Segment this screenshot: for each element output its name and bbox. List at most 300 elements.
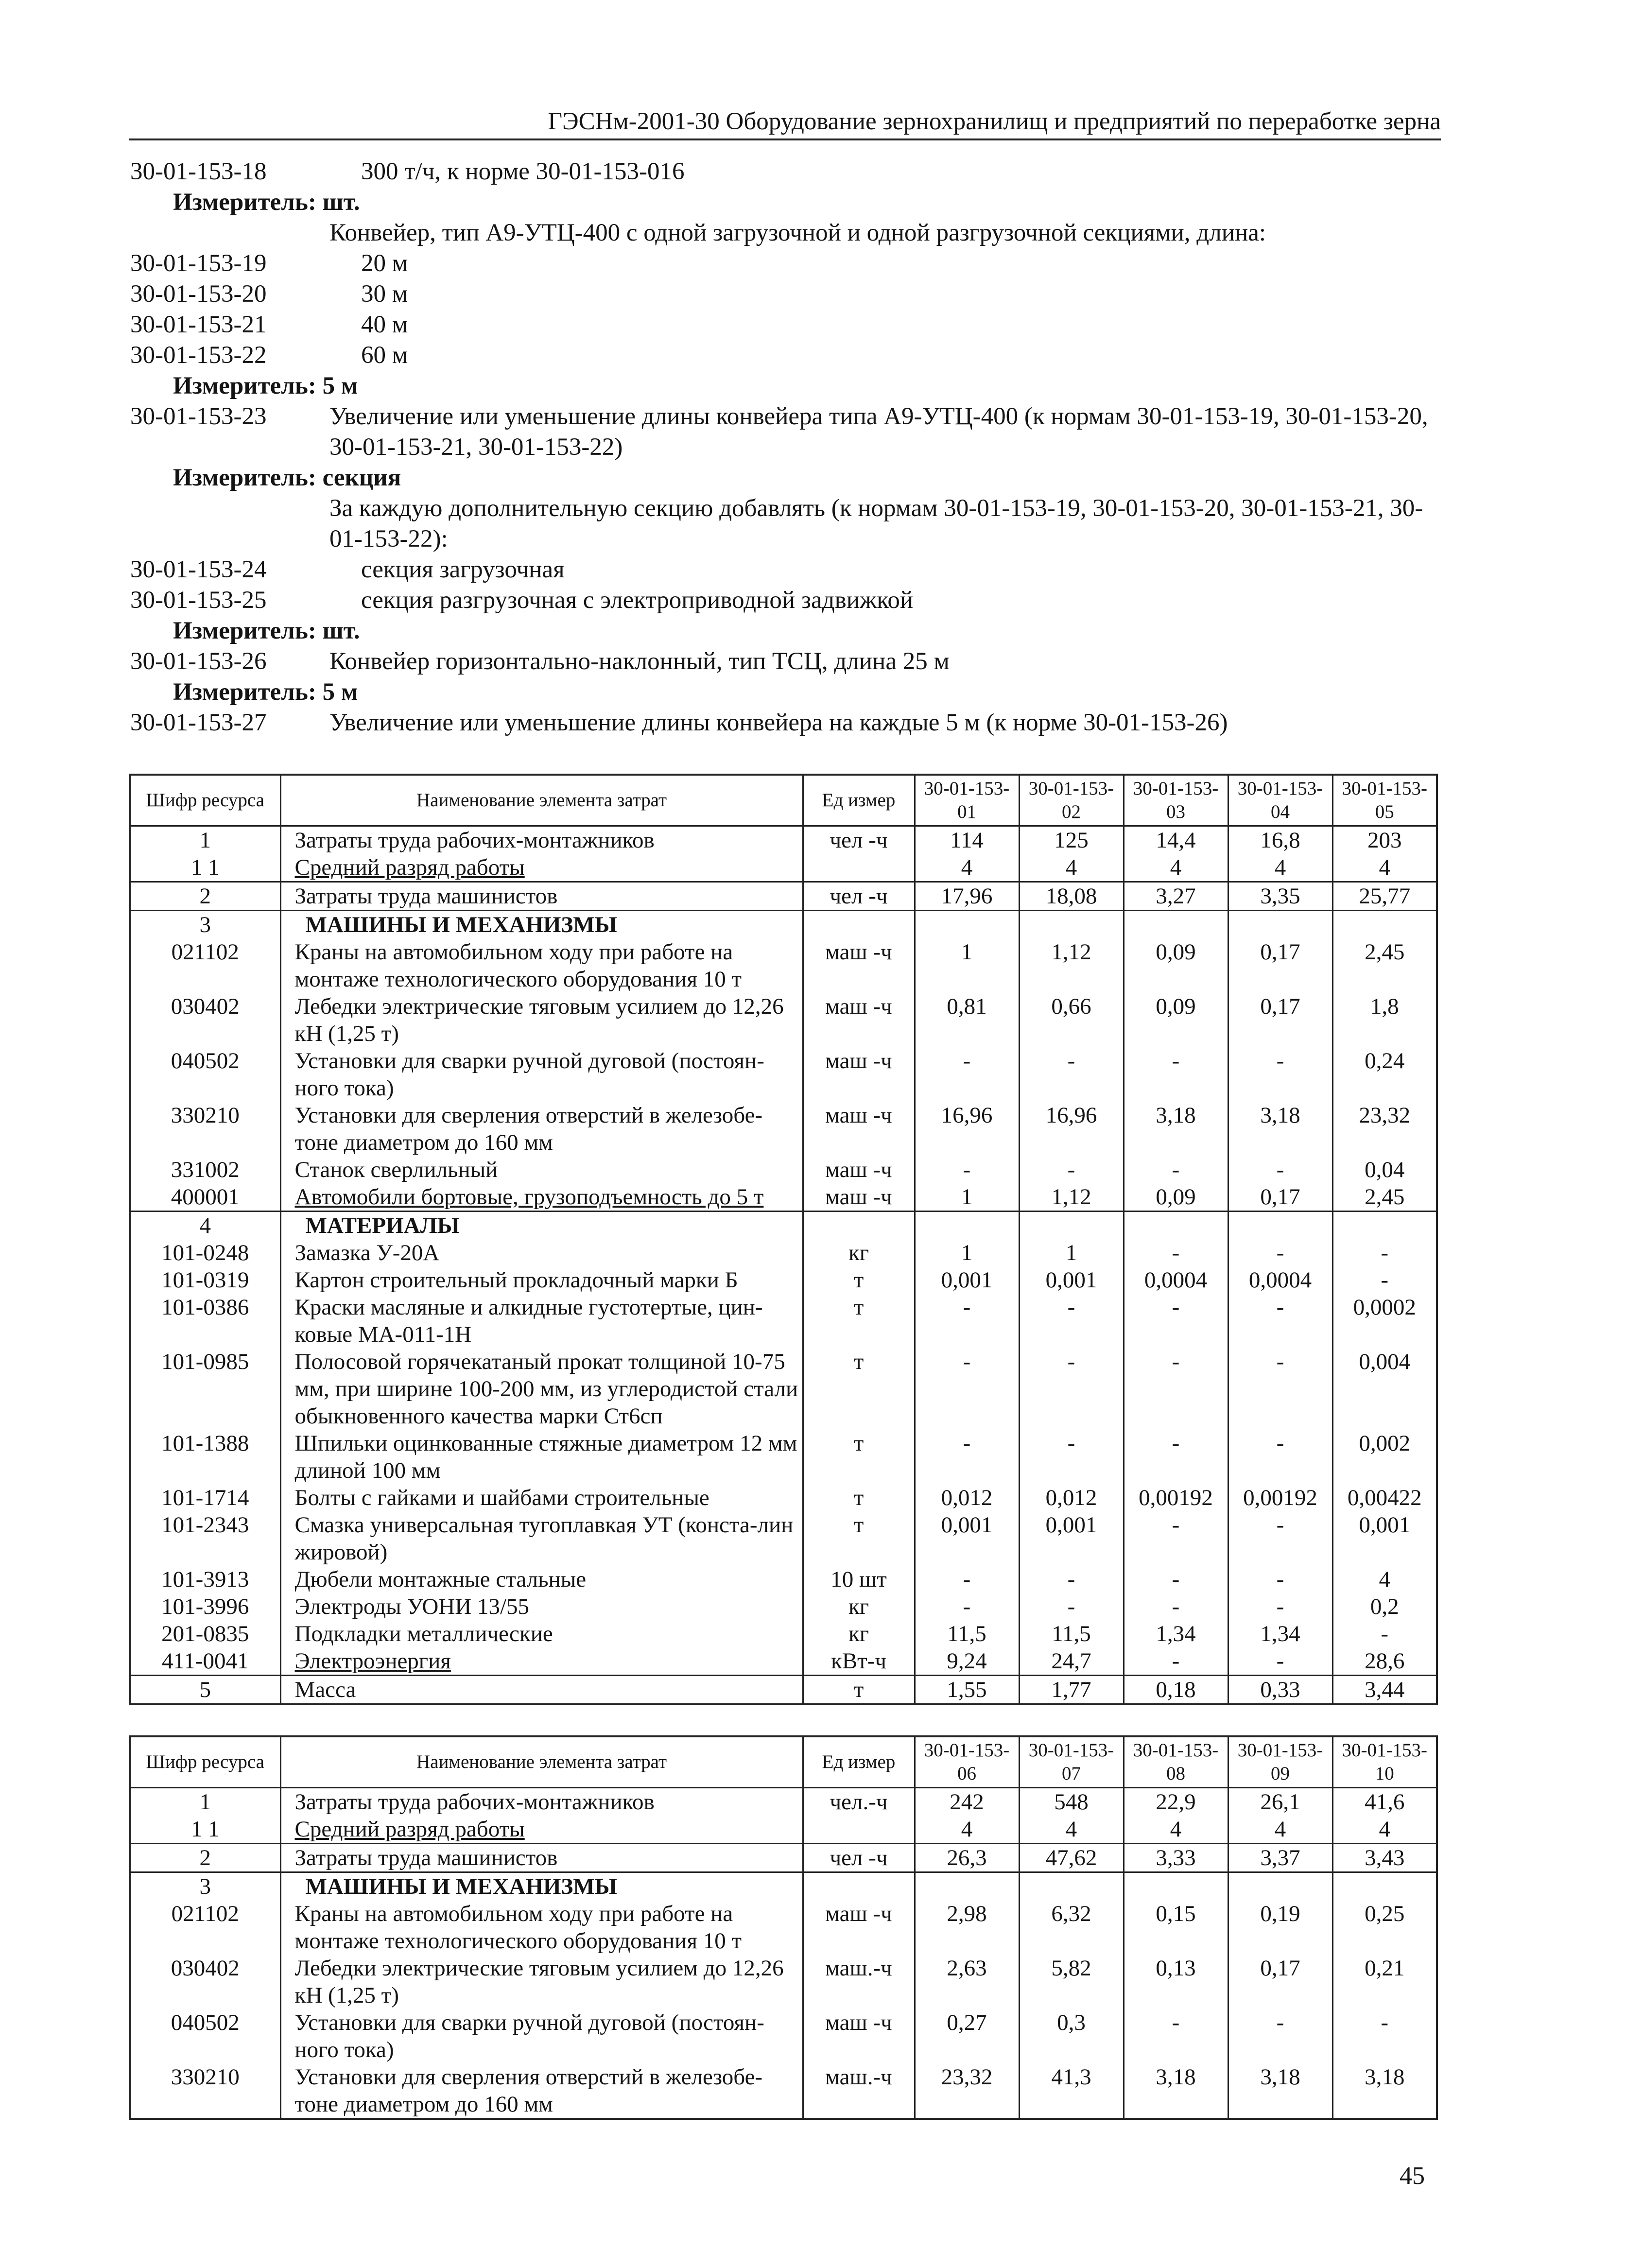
unit-cell: чел -ч [803, 826, 915, 854]
value-cell: 3,44 [1332, 1676, 1437, 1705]
col-header-name: Наименование элемента затрат [280, 1736, 803, 1788]
norm-text: Конвейер горизонтально-наклонный, тип ТСЦ, длина 25 м [329, 648, 950, 675]
value-cell [1228, 1872, 1332, 1901]
norm-text: секция загрузочная [361, 556, 565, 583]
resource-name-cell: Дюбели монтажные стальные [280, 1566, 803, 1593]
value-cell: 0,001 [915, 1266, 1019, 1294]
value-cell: 0,17 [1228, 938, 1332, 993]
value-cell: - [1019, 1566, 1124, 1593]
value-cell: - [1124, 1511, 1228, 1566]
unit-cell: т [803, 1511, 915, 1566]
col-header-norm: 30-01-153-06 [915, 1736, 1019, 1788]
table-row [130, 1239, 1437, 1266]
resource-code-cell: 021102 [130, 938, 280, 993]
unit-cell: маш -ч [803, 1900, 915, 1955]
norm-text: 300 т/ч, к норме 30-01-153-016 [361, 158, 685, 185]
value-cell: 0,2 [1332, 1593, 1437, 1620]
value-cell: - [1228, 1239, 1332, 1266]
resource-name-cell: Установки для сверления отверстий в железобе-тоне диаметром до 160 мм [280, 1102, 803, 1156]
unit-cell [803, 1872, 915, 1901]
unit-cell: маш -ч [803, 1047, 915, 1102]
value-cell: 4 [1019, 1816, 1124, 1844]
value-cell: 1,55 [915, 1676, 1019, 1705]
value-cell: 3,18 [1228, 2063, 1332, 2119]
value-cell: - [1332, 1266, 1437, 1294]
value-cell: 16,8 [1228, 826, 1332, 854]
value-cell: 0,3 [1019, 2009, 1124, 2063]
table-row [130, 1593, 1437, 1620]
value-cell: - [915, 1156, 1019, 1183]
unit-cell: т [803, 1430, 915, 1484]
norm-text: Увеличение или уменьшение длины конвейера на каждые 5 м (к норме 30-01-153-26) [329, 709, 1228, 736]
value-cell: 0,09 [1124, 1183, 1228, 1212]
resource-name-cell: Подкладки металлические [280, 1620, 803, 1647]
unit-cell [803, 1816, 915, 1844]
col-header-norm: 30-01-153-08 [1124, 1736, 1228, 1788]
value-cell: 0,18 [1124, 1676, 1228, 1705]
norm-code: 30-01-153-22 [130, 342, 267, 369]
norm-line [130, 279, 1442, 310]
resource-name-cell: Краны на автомобильном ходу при работе на монтаже технологического оборудования 10 т [280, 1900, 803, 1955]
value-cell [1019, 911, 1124, 939]
value-cell: - [1019, 1430, 1124, 1484]
value-cell: 0,004 [1332, 1348, 1437, 1430]
unit-cell: т [803, 1676, 915, 1705]
table-row [130, 1484, 1437, 1511]
norm-code: 30-01-153-23 [130, 403, 267, 430]
header-title: ГЭСНм-2001-30 Оборудование зернохранилищ и предприятий по переработке зерна [548, 108, 1441, 135]
resource-code-cell: 400001 [130, 1183, 280, 1212]
resource-code-cell: 1 1 [130, 854, 280, 882]
value-cell: 1,34 [1124, 1620, 1228, 1647]
col-header-norm: 30-01-153-02 [1019, 775, 1124, 826]
value-cell: 0,001 [1332, 1511, 1437, 1566]
resource-code-cell: 2 [130, 1844, 280, 1872]
value-cell [1124, 1872, 1228, 1901]
value-cell: 17,96 [915, 882, 1019, 911]
unit-cell: маш.-ч [803, 2063, 915, 2119]
resource-name-cell: Полосовой горячекатаный прокат толщиной 10-75 мм, при ширине 100-200 мм, из углеродистой стали обыкновенного качества марки Ст6сп [280, 1348, 803, 1430]
value-cell: 0,17 [1228, 1955, 1332, 2009]
value-cell: 0,00192 [1228, 1484, 1332, 1511]
unit-cell: маш.-ч [803, 1955, 915, 2009]
value-cell: - [1332, 2009, 1437, 2063]
resource-code-cell: 101-0319 [130, 1266, 280, 1294]
value-cell: - [1228, 1647, 1332, 1676]
table-row [130, 911, 1437, 939]
value-cell: 4 [1228, 854, 1332, 882]
resource-table-2 [129, 1735, 1438, 2120]
resource-name-cell [280, 1816, 803, 1844]
col-header-norm: 30-01-153-09 [1228, 1736, 1332, 1788]
value-cell: 1,77 [1019, 1676, 1124, 1705]
resource-name-cell-text: Автомобили бортовые, грузоподъемность до 5 т [294, 1184, 764, 1210]
value-cell: 0,17 [1228, 993, 1332, 1047]
value-cell: - [1124, 1348, 1228, 1430]
resource-name-cell: Установки для сварки ручной дуговой (постоян-ного тока) [280, 2009, 803, 2063]
resource-name-cell: Смазка универсальная тугоплавкая УТ (конста-лин жировой) [280, 1511, 803, 1566]
resource-code-cell: 1 1 [130, 1816, 280, 1844]
table-row [130, 1266, 1437, 1294]
norm-code: 30-01-153-24 [130, 556, 267, 583]
value-cell: - [915, 1566, 1019, 1593]
unit-cell: т [803, 1294, 915, 1348]
resource-code-cell: 330210 [130, 2063, 280, 2119]
resource-name-cell: Лебедки электрические тяговым усилием до 12,26 кН (1,25 т) [280, 1955, 803, 2009]
value-cell: 0,27 [915, 2009, 1019, 2063]
unit-cell: кг [803, 1620, 915, 1647]
resource-code-cell: 1 [130, 826, 280, 854]
measure-line [130, 463, 1442, 493]
table-row [130, 1047, 1437, 1102]
col-header-norm: 30-01-153-10 [1332, 1736, 1437, 1788]
value-cell: 0,15 [1124, 1900, 1228, 1955]
table-row [130, 1872, 1437, 1901]
value-cell: 0,09 [1124, 993, 1228, 1047]
resource-name-cell: Затраты труда рабочих-монтажников [280, 826, 803, 854]
table-row [130, 854, 1437, 882]
norm-code: 30-01-153-27 [130, 709, 267, 736]
value-cell: 24,7 [1019, 1647, 1124, 1676]
norm-line [130, 585, 1442, 616]
unit-cell: маш -ч [803, 938, 915, 993]
value-cell: 242 [915, 1788, 1019, 1816]
value-cell: - [1019, 1156, 1124, 1183]
resource-name-cell [280, 1183, 803, 1212]
page-header [129, 104, 1441, 140]
norm-code: 30-01-153-21 [130, 311, 267, 338]
value-cell: - [1124, 1647, 1228, 1676]
col-header-norm: 30-01-153-07 [1019, 1736, 1124, 1788]
norm-line [130, 401, 1442, 463]
value-cell: - [1124, 1239, 1228, 1266]
value-cell: 41,3 [1019, 2063, 1124, 2119]
norm-line [130, 248, 1442, 279]
norm-text: 40 м [361, 311, 408, 338]
value-cell: - [1124, 1593, 1228, 1620]
table-row [130, 1566, 1437, 1593]
value-cell: 23,32 [915, 2063, 1019, 2119]
value-cell: 1,34 [1228, 1620, 1332, 1647]
value-cell: 203 [1332, 826, 1437, 854]
value-cell [1019, 1872, 1124, 1901]
resource-name-cell: Болты с гайками и шайбами строительные [280, 1484, 803, 1511]
resource-name-cell: Шпильки оцинкованные стяжные диаметром 12 мм длиной 100 мм [280, 1430, 803, 1484]
measure-line [130, 187, 1442, 218]
norm-text: Увеличение или уменьшение длины конвейера типа А9-УТЦ-400 (к нормам 30-01-153-19, 30-01-153-20, 30-01-153-21, 30-01-153-22) [329, 403, 1428, 461]
unit-cell: 10 шт [803, 1566, 915, 1593]
value-cell: - [1019, 1348, 1124, 1430]
value-cell: 11,5 [915, 1620, 1019, 1647]
value-cell [1332, 1872, 1437, 1901]
value-cell: 114 [915, 826, 1019, 854]
resource-code-cell: 1 [130, 1788, 280, 1816]
value-cell: - [1019, 1294, 1124, 1348]
value-cell: - [1124, 1156, 1228, 1183]
resource-name-cell: МАШИНЫ И МЕХАНИЗМЫ [280, 1872, 803, 1901]
unit-cell: маш -ч [803, 2009, 915, 2063]
value-cell: 0,24 [1332, 1047, 1437, 1102]
value-cell: 0,09 [1124, 938, 1228, 993]
value-cell: 548 [1019, 1788, 1124, 1816]
measure-label: Измеритель: 5 м [173, 678, 358, 706]
value-cell: - [1228, 1511, 1332, 1566]
table-row [130, 1620, 1437, 1647]
value-cell: 0,81 [915, 993, 1019, 1047]
value-cell: 0,25 [1332, 1900, 1437, 1955]
norm-line [130, 554, 1442, 585]
table-row [130, 2063, 1437, 2119]
resource-code-cell: 021102 [130, 1900, 280, 1955]
resource-name-cell: МАШИНЫ И МЕХАНИЗМЫ [280, 911, 803, 939]
resource-name-cell: Затраты труда рабочих-монтажников [280, 1788, 803, 1816]
col-header-norm: 30-01-153-04 [1228, 775, 1332, 826]
value-cell: 3,43 [1332, 1844, 1437, 1872]
value-cell: 26,1 [1228, 1788, 1332, 1816]
value-cell: 0,66 [1019, 993, 1124, 1047]
resource-name-cell: Электроды УОНИ 13/55 [280, 1593, 803, 1620]
value-cell: 1,12 [1019, 938, 1124, 993]
value-cell: 1 [915, 938, 1019, 993]
value-cell: 0,001 [915, 1511, 1019, 1566]
resource-name-cell: Установки для сварки ручной дуговой (постоян-ного тока) [280, 1047, 803, 1102]
unit-cell: чел -ч [803, 1844, 915, 1872]
value-cell: 0,00192 [1124, 1484, 1228, 1511]
resource-code-cell: 101-3913 [130, 1566, 280, 1593]
resource-name-cell [280, 854, 803, 882]
table-row [130, 1183, 1437, 1212]
value-cell: 0,17 [1228, 1183, 1332, 1212]
value-cell: - [915, 1047, 1019, 1102]
resource-name-cell: Установки для сверления отверстий в железобе-тоне диаметром до 160 мм [280, 2063, 803, 2119]
value-cell [1019, 1212, 1124, 1240]
norm-text: 30 м [361, 280, 408, 308]
norm-code: 30-01-153-19 [130, 250, 267, 277]
measure-line [130, 371, 1442, 401]
resource-code-cell: 330210 [130, 1102, 280, 1156]
norm-text: секция разгрузочная с электроприводной задвижкой [361, 587, 914, 614]
value-cell: 0,0002 [1332, 1294, 1437, 1348]
unit-cell: кг [803, 1239, 915, 1266]
value-cell: 41,6 [1332, 1788, 1437, 1816]
measure-line [130, 677, 1442, 708]
norm-code: 30-01-153-20 [130, 280, 267, 308]
value-cell: 3,18 [1124, 1102, 1228, 1156]
norm-text: 20 м [361, 250, 408, 277]
table-row [130, 993, 1437, 1047]
value-cell: 6,32 [1019, 1900, 1124, 1955]
norm-code: 30-01-153-26 [130, 648, 267, 675]
col-header-unit: Ед измер [803, 775, 915, 826]
value-cell: - [915, 1593, 1019, 1620]
value-cell: 11,5 [1019, 1620, 1124, 1647]
value-cell: - [915, 1348, 1019, 1430]
unit-cell: т [803, 1484, 915, 1511]
norm-text: Конвейер, тип А9-УТЦ-400 с одной загрузочной и одной разгрузочной секциями, длина: [329, 219, 1266, 246]
resource-code-cell: 101-0248 [130, 1239, 280, 1266]
value-cell: 14,4 [1124, 826, 1228, 854]
value-cell [915, 911, 1019, 939]
table-row [130, 1647, 1437, 1676]
value-cell: - [1124, 1294, 1228, 1348]
unit-cell [803, 1212, 915, 1240]
value-cell: - [1124, 1566, 1228, 1593]
resource-code-cell: 101-0985 [130, 1348, 280, 1430]
value-cell: 4 [915, 1816, 1019, 1844]
value-cell: - [1228, 2009, 1332, 2063]
norm-text: 60 м [361, 342, 408, 369]
value-cell: 0,04 [1332, 1156, 1437, 1183]
value-cell: 2,45 [1332, 1183, 1437, 1212]
value-cell: 23,32 [1332, 1102, 1437, 1156]
value-cell: 0,012 [1019, 1484, 1124, 1511]
col-header-code: Шифр ресурса [130, 1736, 280, 1788]
value-cell: - [1124, 1047, 1228, 1102]
resource-name-cell: Масса [280, 1676, 803, 1705]
table-row [130, 826, 1437, 854]
col-header-unit: Ед измер [803, 1736, 915, 1788]
norm-line [130, 310, 1442, 340]
value-cell: 3,18 [1228, 1102, 1332, 1156]
unit-cell: кг [803, 1593, 915, 1620]
value-cell: 22,9 [1124, 1788, 1228, 1816]
resource-name-cell: Картон строительный прокладочный марки Б [280, 1266, 803, 1294]
norm-line [130, 646, 1442, 677]
value-cell: 4 [915, 854, 1019, 882]
value-cell: 47,62 [1019, 1844, 1124, 1872]
value-cell: 125 [1019, 826, 1124, 854]
resource-code-cell: 3 [130, 911, 280, 939]
value-cell: 25,77 [1332, 882, 1437, 911]
value-cell: - [915, 1294, 1019, 1348]
value-cell: 0,21 [1332, 1955, 1437, 2009]
value-cell: 3,18 [1124, 2063, 1228, 2119]
value-cell: 0,0004 [1228, 1266, 1332, 1294]
value-cell: 0,0004 [1124, 1266, 1228, 1294]
table-row [130, 1430, 1437, 1484]
unit-cell: кВт-ч [803, 1647, 915, 1676]
value-cell: 3,37 [1228, 1844, 1332, 1872]
resource-code-cell: 411-0041 [130, 1647, 280, 1676]
table-row [130, 1676, 1437, 1705]
resource-name-cell: Замазка У-20А [280, 1239, 803, 1266]
value-cell: - [1228, 1430, 1332, 1484]
unit-cell [803, 854, 915, 882]
value-cell: 4 [1228, 1816, 1332, 1844]
value-cell: 0,00422 [1332, 1484, 1437, 1511]
value-cell: - [1019, 1047, 1124, 1102]
unit-cell [803, 911, 915, 939]
value-cell: 0,001 [1019, 1266, 1124, 1294]
value-cell: 2,45 [1332, 938, 1437, 993]
value-cell: 3,33 [1124, 1844, 1228, 1872]
value-cell: 4 [1124, 854, 1228, 882]
unit-cell: т [803, 1266, 915, 1294]
measure-label: Измеритель: шт. [173, 617, 360, 644]
resource-name-cell: Затраты труда машинистов [280, 882, 803, 911]
resource-code-cell: 101-2343 [130, 1511, 280, 1566]
value-cell: - [1228, 1047, 1332, 1102]
col-header-code: Шифр ресурса [130, 775, 280, 826]
resource-name-cell-text: Электроэнергия [294, 1648, 451, 1674]
resource-name-cell-text: Средний разряд работы [294, 855, 525, 880]
value-cell: 4 [1332, 1566, 1437, 1593]
value-cell: 0,33 [1228, 1676, 1332, 1705]
value-cell: 4 [1019, 854, 1124, 882]
value-cell: - [1124, 2009, 1228, 2063]
unit-cell: чел -ч [803, 882, 915, 911]
value-cell: - [915, 1430, 1019, 1484]
unit-cell: маш -ч [803, 1102, 915, 1156]
norm-code: 30-01-153-25 [130, 587, 267, 614]
resource-code-cell: 331002 [130, 1156, 280, 1183]
norm-list [130, 156, 1442, 738]
value-cell: 0,19 [1228, 1900, 1332, 1955]
unit-cell: маш -ч [803, 993, 915, 1047]
value-cell: 1 [915, 1239, 1019, 1266]
resource-name-cell-text: Средний разряд работы [294, 1817, 525, 1842]
table-row [130, 1348, 1437, 1430]
value-cell: 3,35 [1228, 882, 1332, 911]
table-row [130, 1955, 1437, 2009]
measure-line [130, 616, 1442, 646]
resource-name-cell: Станок сверлильный [280, 1156, 803, 1183]
table-row [130, 1156, 1437, 1183]
col-header-name: Наименование элемента затрат [280, 775, 803, 826]
value-cell: 4 [1124, 1816, 1228, 1844]
resource-code-cell: 030402 [130, 993, 280, 1047]
value-cell [1124, 1212, 1228, 1240]
norm-code: 30-01-153-18 [130, 158, 267, 185]
value-cell: 2,98 [915, 1900, 1019, 1955]
resource-code-cell: 101-3996 [130, 1593, 280, 1620]
value-cell [1228, 1212, 1332, 1240]
value-cell: - [1228, 1156, 1332, 1183]
value-cell: - [1228, 1593, 1332, 1620]
norm-line [130, 708, 1442, 738]
value-cell [1228, 911, 1332, 939]
value-cell [1332, 911, 1437, 939]
value-cell: 1,12 [1019, 1183, 1124, 1212]
resource-name-cell: Краски масляные и алкидные густотертые, цин-ковые МА-011-1Н [280, 1294, 803, 1348]
value-cell: 1 [915, 1183, 1019, 1212]
value-cell: 3,27 [1124, 882, 1228, 911]
resource-code-cell: 2 [130, 882, 280, 911]
value-cell: - [1124, 1430, 1228, 1484]
value-cell: 28,6 [1332, 1647, 1437, 1676]
col-header-norm: 30-01-153-05 [1332, 775, 1437, 826]
unit-cell: чел.-ч [803, 1788, 915, 1816]
measure-label: Измеритель: 5 м [173, 372, 358, 399]
value-cell: 26,3 [915, 1844, 1019, 1872]
norm-text: За каждую дополнительную секцию добавлять (к нормам 30-01-153-19, 30-01-153-20, 30-01-153-21, 30-01-153-22): [329, 495, 1423, 553]
value-cell: - [1019, 1593, 1124, 1620]
table-row [130, 1511, 1437, 1566]
value-cell [1332, 1212, 1437, 1240]
col-header-norm: 30-01-153-01 [915, 775, 1019, 826]
resource-name-cell: Затраты труда машинистов [280, 1844, 803, 1872]
value-cell: 0,001 [1019, 1511, 1124, 1566]
resource-code-cell: 101-1714 [130, 1484, 280, 1511]
value-cell: 3,18 [1332, 2063, 1437, 2119]
value-cell: 4 [1332, 1816, 1437, 1844]
table-row [130, 1816, 1437, 1844]
value-cell: - [1228, 1566, 1332, 1593]
value-cell: 9,24 [915, 1647, 1019, 1676]
value-cell: 0,012 [915, 1484, 1019, 1511]
table-row [130, 2009, 1437, 2063]
value-cell: 16,96 [915, 1102, 1019, 1156]
